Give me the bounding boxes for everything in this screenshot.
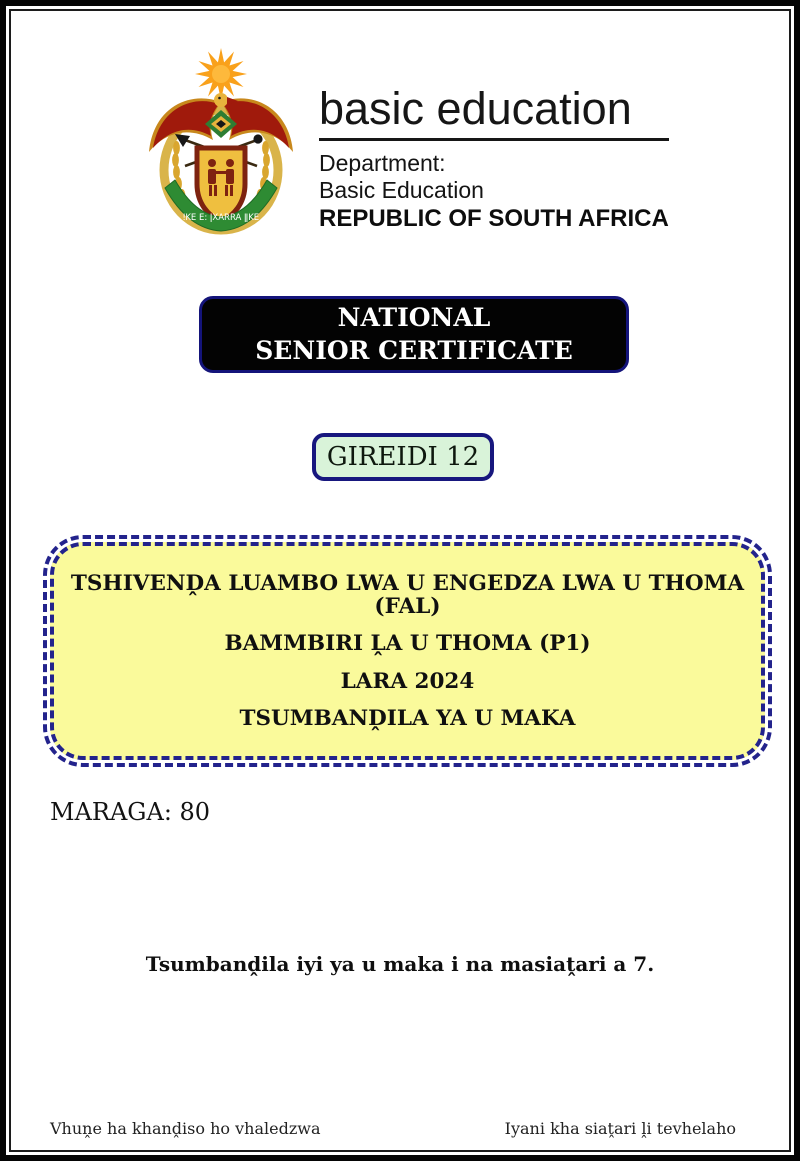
country-name: REPUBLIC OF SOUTH AFRICA — [319, 205, 669, 233]
exam-year-line: LARA 2024 — [340, 668, 475, 694]
brand-underline — [319, 138, 669, 141]
national-senior-certificate-banner — [199, 296, 629, 373]
grade-badge-label: GIREIDI 12 — [326, 442, 480, 472]
subject-title-line: TSHIVENḒA LUAMBO LWA U ENGEDZA LWA U THOMA (FAL) — [70, 570, 745, 620]
brand-title: basic education — [319, 83, 632, 134]
footer-next-page: Iyani kha siaṱari ḽi tevhelaho — [504, 1119, 736, 1138]
marks-label: MARAGA: 80 — [50, 798, 211, 826]
department-identity — [319, 48, 669, 234]
footer-copyright: Vhuṋe ha khanḓiso ho vhaledzwa — [50, 1119, 321, 1138]
department-label: Department: — [319, 150, 446, 176]
pages-note: Tsumbanḓila iyi ya u maka i na masiaṱari a 7. — [145, 952, 655, 976]
marking-guideline-line: TSUMBANḒILA YA U MAKA — [239, 705, 576, 731]
subject-info-box — [43, 535, 772, 767]
subject-info-box-inner — [50, 542, 765, 760]
nsc-line-1: NATIONAL — [337, 303, 491, 332]
motto-text: ǃKE E: ǀXARRA ǁKE — [182, 213, 260, 223]
paper-number-line: BAMMBIRI ḼA U THOMA (P1) — [224, 631, 591, 657]
department-name: Basic Education — [319, 177, 484, 204]
nsc-line-2: SENIOR CERTIFICATE — [255, 335, 573, 365]
shield — [197, 148, 245, 222]
grade-badge — [312, 433, 494, 481]
department-header — [145, 48, 669, 236]
south-africa-coat-of-arms-icon — [145, 48, 297, 236]
